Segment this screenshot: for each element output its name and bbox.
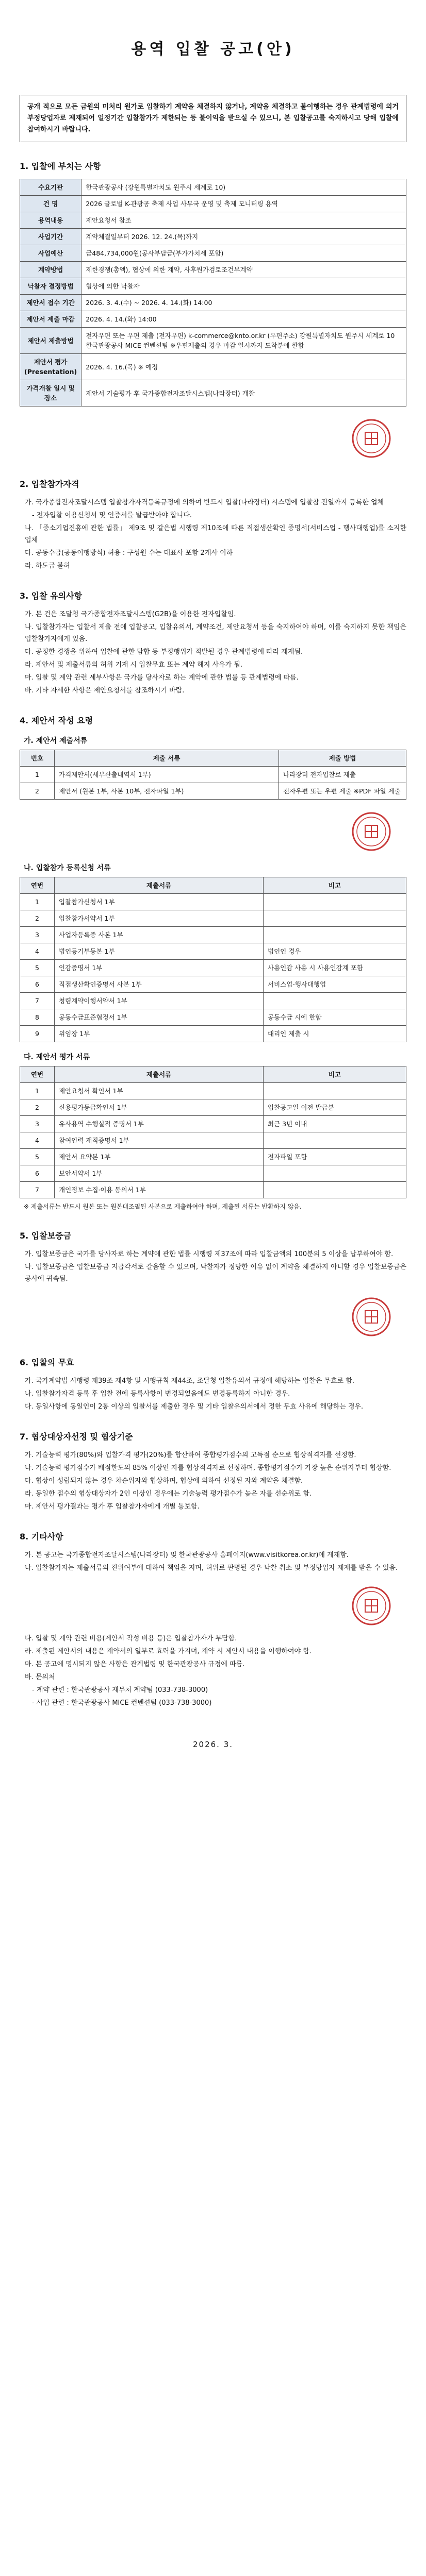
- table-row: [20, 783, 406, 800]
- table-cell-doc: 참여인력 재직증명서 1부: [55, 1132, 264, 1149]
- table-cell-no: 2: [20, 910, 55, 927]
- table-cell-doc: 제안요청서 확인서 1부: [55, 1083, 264, 1099]
- s7-paragraph: 라. 동일한 점수의 협상대상자가 2인 이상인 경우에는 기술능력 평가점수가 높은 자를 선순위로 함.: [25, 1490, 312, 1498]
- table-cell-method: 나라장터 전자입찰로 제출: [279, 767, 406, 783]
- row-value: 2026. 3. 4.(수) ~ 2026. 4. 14.(화) 14:00: [81, 295, 406, 311]
- table-cell-no: 6: [20, 1165, 55, 1182]
- table-row: [20, 1116, 406, 1132]
- section-5-heading: 5. 입찰보증금: [20, 1231, 72, 1241]
- table-row: [20, 295, 406, 311]
- table-cell-note: [264, 1083, 406, 1099]
- s5-paragraph: 나. 입찰보증금은 입찰보증금 지급각서로 갈음할 수 있으며, 낙찰자가 정당한 이유 없이 계약을 체결하지 아니할 경우 입찰보증금은 공사에 귀속됨.: [25, 1263, 406, 1283]
- table-cell-doc: 입찰참가신청서 1부: [55, 894, 264, 910]
- table-cell-doc: 청렴계약이행서약서 1부: [55, 993, 264, 1009]
- row-value: 금484,734,000원(공사부담금(부가가치세 포함): [81, 245, 406, 262]
- official-seal: [350, 1584, 393, 1628]
- s3-paragraph: 바. 기타 자세한 사항은 제안요청서를 참조하시기 바람.: [25, 687, 185, 694]
- announcement-date: 2026. 3.: [192, 1740, 234, 1749]
- table-cell-note: [264, 1165, 406, 1182]
- table-cell-doc: 신용평가등급확인서 1부: [55, 1099, 264, 1116]
- s7-paragraph: 가. 기술능력 평가(80%)와 입찰가격 평가(20%)를 합산하여 종합평가점수의 고득점 순으로 협상적격자를 선정함.: [25, 1451, 356, 1459]
- table-cell-note: 최근 3년 이내: [264, 1116, 406, 1132]
- column-header: 제출서류: [55, 877, 264, 894]
- table-cell-note: [264, 993, 406, 1009]
- s4-sub2-heading: 나. 입찰참가 등록신청 서류: [24, 864, 111, 872]
- table-row: [20, 1099, 406, 1116]
- column-header: 비고: [264, 877, 406, 894]
- section-8-heading: 8. 기타사항: [20, 1532, 63, 1541]
- s4-notes: ※ 제출서류는 반드시 원본 또는 원본대조필된 사본으로 제출하여야 하며, 제출된 서류는 반환하지 않음.: [24, 1203, 302, 1210]
- table-cell-note: [264, 894, 406, 910]
- row-label: 제안서 평가 (Presentation): [20, 354, 81, 380]
- table-cell-note: [264, 1182, 406, 1198]
- table-cell-doc: 입찰참가서약서 1부: [55, 910, 264, 927]
- s3-paragraph: 다. 공정한 경쟁을 위하여 입찰에 관한 담합 등 부정행위가 적발될 경우 관계법령에 따라 제재됨.: [25, 648, 303, 656]
- table-cell-note: [264, 910, 406, 927]
- table-row: [20, 1132, 406, 1149]
- row-value: 2026 글로벌 K-관광공 축제 사업 사무국 운영 및 축제 모니터링 용역: [81, 196, 406, 212]
- s8-paragraph: 가. 본 공고는 국가종합전자조달시스템(나라장터) 및 한국관광공사 홈페이지(www.visitkorea.or.kr)에 게재함.: [25, 1551, 349, 1559]
- table-cell-doc: 법인등기부등본 1부: [55, 943, 264, 960]
- s8-paragraph: 마. 본 공고에 명시되지 않은 사항은 관계법령 및 한국관광공사 규정에 따름.: [25, 1660, 245, 1668]
- s4-sub1-heading: 가. 제안서 제출서류: [24, 737, 88, 745]
- s4-sub3-heading: 다. 제안서 평가 서류: [24, 1053, 90, 1061]
- table-cell-no: 3: [20, 1116, 55, 1132]
- row-value: 한국관광공사 (강원특별자치도 원주시 세계로 10): [81, 179, 406, 196]
- row-label: 가격개찰 일시 및 장소: [20, 380, 81, 406]
- table-row: [20, 1009, 406, 1026]
- section-3-heading: 3. 입찰 유의사항: [20, 591, 83, 601]
- s2-paragraph: 다. 공동수급(공동이행방식) 허용 : 구성원 수는 대표사 포함 2개사 이하: [25, 549, 233, 557]
- table-row: [20, 1149, 406, 1165]
- table-cell-doc: 공동수급표준협정서 1부: [55, 1009, 264, 1026]
- table-cell-no: 1: [20, 894, 55, 910]
- table-row: [20, 311, 406, 328]
- table-row: [20, 354, 406, 380]
- table-cell-no: 1: [20, 767, 55, 783]
- table-cell-doc: 위임장 1부: [55, 1026, 264, 1042]
- row-value: 전자우편 또는 우편 제출 (전자우편) k-commerce@knto.or.kr (우편주소) 강원특별자치도 원주시 세계로 10 한국관광공사 MICE 컨벤션팀 ※우편제출의 경우 마감 일시까지 도착분에 한함: [81, 328, 406, 354]
- table-row: [20, 910, 406, 927]
- table-header-row: [20, 877, 406, 894]
- table-row: [20, 229, 406, 245]
- column-header: 제출 서류: [55, 750, 279, 767]
- table-cell-note: 법인인 경우: [264, 943, 406, 960]
- s2-paragraph: 라. 하도급 불허: [25, 562, 70, 570]
- table-cell-note: 대리인 제출 시: [264, 1026, 406, 1042]
- s7-paragraph: 나. 기술능력 평가점수가 배점한도의 85% 이상인 자를 협상적격자로 선정하며, 종합평가점수가 가장 높은 순위자부터 협상함.: [25, 1464, 391, 1472]
- table-row: [20, 380, 406, 406]
- s2-paragraph: - 전자입찰 이용신청서 및 인증서를 발급받아야 합니다.: [32, 512, 192, 519]
- table-cell-doc: 보안서약서 1부: [55, 1165, 264, 1182]
- bid-info-table: [20, 179, 406, 406]
- column-header: 연번: [20, 1066, 55, 1083]
- row-value: 제안요청서 참조: [81, 212, 406, 229]
- s3-paragraph: 마. 입찰 및 계약 관련 세부사항은 국가를 당사자로 하는 계약에 관한 법률 등 관계법령에 따름.: [25, 674, 299, 682]
- table-cell-doc: 유사용역 수행실적 증명서 1부: [55, 1116, 264, 1132]
- row-label: 제안서 접수 기간: [20, 295, 81, 311]
- s8-paragraph: 다. 입찰 및 계약 관련 비용(제안서 작성 비용 등)은 입찰참가자가 부담함.: [25, 1635, 237, 1642]
- table-cell-no: 6: [20, 976, 55, 993]
- row-value: 2026. 4. 14.(화) 14:00: [81, 311, 406, 328]
- table-row: [20, 943, 406, 960]
- table-cell-no: 3: [20, 927, 55, 943]
- column-header: 연번: [20, 877, 55, 894]
- row-label: 사업예산: [20, 245, 81, 262]
- table-cell-no: 4: [20, 943, 55, 960]
- proposal-documents-table: [20, 750, 406, 800]
- row-label: 사업기간: [20, 229, 81, 245]
- table-cell-note: [264, 1132, 406, 1149]
- s6-paragraph: 다. 동일사항에 동일인이 2통 이상의 입찰서를 제출한 경우 및 기타 입찰유의서에서 정한 무효 사유에 해당하는 경우.: [25, 1403, 364, 1411]
- table-cell-no: 4: [20, 1132, 55, 1149]
- table-cell-no: 5: [20, 960, 55, 976]
- table-header-row: [20, 750, 406, 767]
- table-cell-note: 입찰공고일 이전 발급분: [264, 1099, 406, 1116]
- section-7-heading: 7. 협상대상자선정 및 협상기준: [20, 1432, 133, 1442]
- section-1-heading: 1. 입찰에 부치는 사항: [20, 161, 101, 171]
- table-row: [20, 196, 406, 212]
- table-row: [20, 993, 406, 1009]
- official-seal: [350, 417, 393, 460]
- seal-icon: [350, 417, 393, 460]
- table-cell-doc: 가격제안서(세부산출내역서 1부): [55, 767, 279, 783]
- table-row: [20, 1182, 406, 1198]
- row-label: 계약방법: [20, 262, 81, 278]
- table-cell-doc: 직접생산확인증명서 사본 1부: [55, 976, 264, 993]
- table-row: [20, 245, 406, 262]
- row-value: 2026. 4. 16.(목) ※ 예정: [81, 354, 406, 380]
- table-cell-doc: 제안서 요약본 1부: [55, 1149, 264, 1165]
- column-header: 번호: [20, 750, 55, 767]
- s8-paragraph: 라. 제출된 제안서의 내용은 계약서의 일부로 효력을 가지며, 계약 시 제안서 내용을 이행하여야 함.: [25, 1648, 312, 1655]
- row-value: 협상에 의한 낙찰자: [81, 278, 406, 295]
- table-row: [20, 328, 406, 354]
- official-seal: [350, 1295, 393, 1338]
- section-2-heading: 2. 입찰참가자격: [20, 479, 79, 489]
- table-cell-no: 8: [20, 1009, 55, 1026]
- s8-paragraph: 나. 입찰참가자는 제출서류의 진위여부에 대하여 책임을 지며, 허위로 판명될 경우 낙찰 취소 및 부정당업자 제재를 받을 수 있음.: [25, 1564, 398, 1572]
- s3-paragraph: 라. 제안서 및 제출서류의 허위 기재 시 입찰무효 또는 계약 해지 사유가 됨.: [25, 661, 243, 669]
- table-row: [20, 1026, 406, 1042]
- table-row: [20, 1165, 406, 1182]
- table-cell-doc: 개인정보 수집·이용 동의서 1부: [55, 1182, 264, 1198]
- seal-icon: [350, 1295, 393, 1338]
- official-seal: [350, 810, 393, 853]
- table-row: [20, 262, 406, 278]
- table-cell-doc: 사업자등록증 사본 1부: [55, 927, 264, 943]
- table-row: [20, 1083, 406, 1099]
- table-row: [20, 278, 406, 295]
- s8-paragraph: 바. 문의처: [25, 1673, 55, 1681]
- table-cell-doc: 인감증명서 1부: [55, 960, 264, 976]
- table-cell-no: 9: [20, 1026, 55, 1042]
- row-value: 계약체결일부터 2026. 12. 24.(목)까지: [81, 229, 406, 245]
- table-cell-note: [264, 927, 406, 943]
- s6-paragraph: 가. 국가계약법 시행령 제39조 제4항 및 시행규칙 제44조, 조달청 입찰유의서 규정에 해당하는 입찰은 무효로 함.: [25, 1377, 355, 1385]
- evaluation-documents-table: [20, 1066, 406, 1198]
- s2-paragraph: 나. 「중소기업진흥에 관한 법률」 제9조 및 같은법 시행령 제10조에 따른 직접생산확인 증명서(서비스업 - 행사대행업)를 소지한 업체: [25, 524, 406, 544]
- table-cell-no: 2: [20, 1099, 55, 1116]
- table-row: [20, 927, 406, 943]
- s5-paragraph: 가. 입찰보증금은 국가를 당사자로 하는 계약에 관한 법률 시행령 제37조에 따라 입찰금액의 100분의 5 이상을 납부하여야 함.: [25, 1250, 394, 1258]
- row-value: 제안서 기술평가 후 국가종합전자조달시스템(나라장터) 개찰: [81, 380, 406, 406]
- table-header-row: [20, 1066, 406, 1083]
- table-row: [20, 894, 406, 910]
- table-cell-note: 서비스업-행사대행업: [264, 976, 406, 993]
- s3-paragraph: 가. 본 건은 조달청 국가종합전자조달시스템(G2B)을 이용한 전자입찰임.: [25, 611, 236, 618]
- table-row: [20, 179, 406, 196]
- table-cell-no: 7: [20, 993, 55, 1009]
- table-row: [20, 976, 406, 993]
- table-cell-no: 5: [20, 1149, 55, 1165]
- table-cell-method: 전자우편 또는 우편 제출 ※PDF 파일 제출: [279, 783, 406, 800]
- table-cell-note: 사용인감 사용 시 사용인감계 포함: [264, 960, 406, 976]
- row-label: 낙찰자 결정방법: [20, 278, 81, 295]
- page-title: 용역 입찰 공고(안): [131, 40, 295, 58]
- registration-documents-table: [20, 877, 406, 1042]
- s8-contact-line: - 사업 관련 : 한국관광공사 MICE 컨벤션팀 (033-738-3000): [32, 1699, 212, 1707]
- seal-icon: [350, 810, 393, 853]
- table-cell-note: 전자파일 포함: [264, 1149, 406, 1165]
- row-label: 건 명: [20, 196, 81, 212]
- row-label: 제안서 제출방법: [20, 328, 81, 354]
- row-value: 제한경쟁(총액), 협상에 의한 계약, 사후원가검토조건부계약: [81, 262, 406, 278]
- s6-paragraph: 나. 입찰참가자격 등록 후 입찰 전에 등록사항이 변경되었음에도 변경등록하지 아니한 경우.: [25, 1390, 290, 1398]
- s8-contact-line: - 계약 관련 : 한국관광공사 재무처 계약팀 (033-738-3000): [32, 1686, 208, 1694]
- table-cell-no: 7: [20, 1182, 55, 1198]
- s7-paragraph: 다. 협상이 성립되지 않는 경우 차순위자와 협상하며, 협상에 의하여 선정된 자와 계약을 체결함.: [25, 1477, 303, 1485]
- table-cell-no: 1: [20, 1083, 55, 1099]
- row-label: 용역내용: [20, 212, 81, 229]
- table-row: [20, 960, 406, 976]
- row-label: 제안서 제출 마감: [20, 311, 81, 328]
- section-4-heading: 4. 제안서 작성 요령: [20, 716, 93, 725]
- table-row: [20, 767, 406, 783]
- s7-paragraph: 마. 제안서 평가결과는 평가 후 입찰참가자에게 개별 통보함.: [25, 1503, 200, 1511]
- seal-icon: [350, 1584, 393, 1628]
- column-header: 비고: [264, 1066, 406, 1083]
- table-cell-doc: 제안서 (원본 1부, 사본 10부, 전자파일 1부): [55, 783, 279, 800]
- row-label: 수요기관: [20, 179, 81, 196]
- section-6-heading: 6. 입찰의 무효: [20, 1358, 74, 1367]
- table-cell-no: 2: [20, 783, 55, 800]
- table-cell-note: 공동수급 시에 한함: [264, 1009, 406, 1026]
- column-header: 제출서류: [55, 1066, 264, 1083]
- column-header: 제출 방법: [279, 750, 406, 767]
- table-row: [20, 212, 406, 229]
- announcement-page: [20, 0, 406, 1749]
- intro-notice: 공개 적으로 모든 금원의 미처리 원가로 입찰하기 계약을 체결하지 않거나, 계약을 체결하고 불이행하는 경우 관계법령에 의거 부정당업자로 제재되어 일정기간 입찰참가가 제한되는 등 불이익을 받으실 수 있으니, 본 입찰공고를 숙지하시고 당해 입찰에 참여하시기 바랍니다.: [20, 95, 406, 142]
- s2-paragraph: 가. 국가종합전자조달시스템 입찰참가자격등록규정에 의하여 반드시 입찰(나라장터) 시스템에 입찰참 전일까지 등록한 업체: [25, 499, 384, 506]
- s3-paragraph: 나. 입찰참가자는 입찰서 제출 전에 입찰공고, 입찰유의서, 계약조건, 제안요청서 등을 숙지하여야 하며, 이를 숙지하지 못한 책임은 입찰참가자에게 있음.: [25, 623, 406, 643]
